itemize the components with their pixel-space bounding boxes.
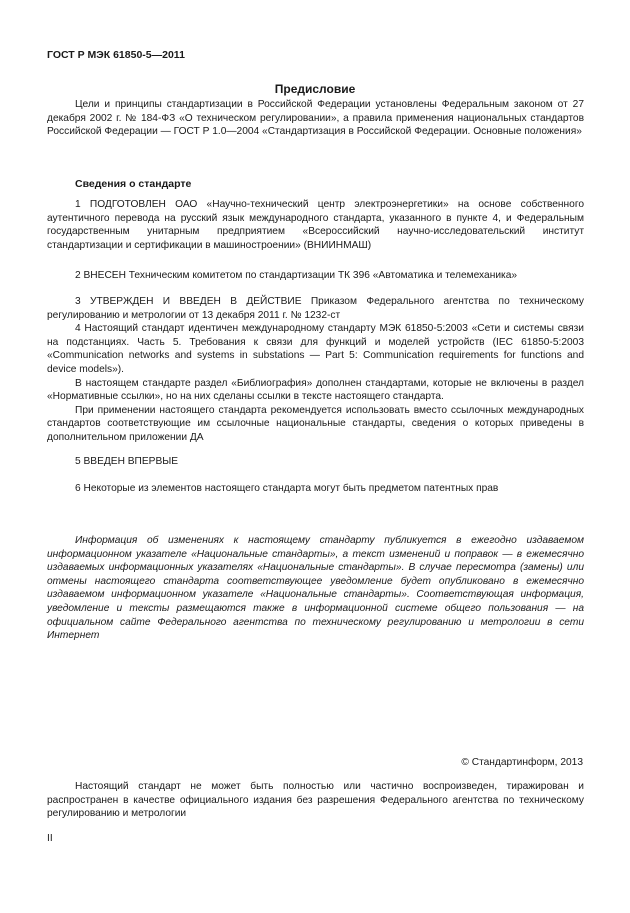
intro-text: Цели и принципы стандартизации в Российской Федерации установлены Федеральным законом от 27 декабря 2002 г. № 184-ФЗ «О техническом регулировании», а правила применения национальных стандартов Российской Федерации — ГОСТ Р 1.0—2004 «Стандартизация в Российской Федерации. Основные положения»	[47, 99, 584, 138]
item-5	[47, 455, 584, 469]
item-2	[47, 269, 584, 283]
reproduction-text: Настоящий стандарт не может быть полностью или частично воспроизведен, тиражирован и распространен в качестве официального издания без разрешения Федерального агентства по техническому регулированию и метрологии	[47, 781, 584, 820]
notice-block	[47, 534, 584, 643]
notice-text: Информация об изменениях к настоящему стандарту публикуется в ежегодно издаваемом информационном указателе «Национальные стандарты», а текст изменений и поправок — в ежемесячно издаваемых информационных указателях «Национальные стандарты». В случае пересмотра (замены) или отмены настоящего стандарта соответствующее уведомление будет опубликовано в ежемесячно издаваемом информационном указателе «Национальные стандарты». Соответствующая информация, уведомление и тексты размещаются также в информационной системе общего пользования — на официальном сайте Федерального агентства по техническому регулированию и метрологии в сети Интернет	[47, 535, 584, 642]
reproduction-notice	[47, 780, 584, 821]
item-2-text: 2 ВНЕСЕН Техническим комитетом по стандартизации ТК 396 «Автоматика и телемеханика»	[75, 270, 518, 281]
copyright: © Стандартинформ, 2013	[461, 757, 583, 768]
item-6	[47, 482, 584, 496]
item-4b-text: В настоящем стандарте раздел «Библиография» дополнен стандартами, которые не включены в раздел «Нормативные ссылки», но на них сделаны ссылки в тексте настоящего стандарта.	[47, 377, 584, 403]
page-number: II	[47, 833, 53, 844]
item-3-text: 3 УТВЕРЖДЕН И ВВЕДЕН В ДЕЙСТВИЕ Приказом Федерального агентства по техническому регулированию и метрологии от 13 декабря 2011 г. № 1232-ст	[47, 296, 584, 321]
item-3-4	[47, 295, 584, 445]
page-title: Предисловие	[274, 82, 356, 96]
section-subheading: Сведения о стандарте	[75, 178, 192, 190]
item-1	[47, 198, 584, 252]
document-header: ГОСТ Р МЭК 61850-5—2011	[47, 49, 185, 61]
item-1-text: 1 ПОДГОТОВЛЕН ОАО «Научно-технический центр электроэнергетики» на основе собственного аутентичного перевода на русский язык международного стандарта, указанного в пункте 4, и Федеральным государственным унитарным предприятием «Всероссийский научно-исследовательский институт стандартизации и сертификации в машиностроении» (ВНИИНМАШ)	[47, 199, 584, 251]
item-6-text: 6 Некоторые из элементов настоящего стандарта могут быть предметом патентных прав	[75, 483, 499, 494]
item-4c-text: При применении настоящего стандарта рекомендуется использовать вместо ссылочных международных стандартов соответствующие им ссылочные национальные стандарты, сведения о которых приведены в дополнительном приложении ДА	[47, 404, 584, 443]
item-4-text: 4 Настоящий стандарт идентичен международному стандарту МЭК 61850-5:2003 «Сети и системы связи на подстанциях. Часть 5. Требования к связи для функций и моделей устройств (IEC 61850-5:2003 «Communication networks and systems in substations — Part 5: Communication requirements for functions and device models»).	[47, 323, 584, 375]
item-5-text: 5 ВВЕДЕН ВПЕРВЫЕ	[75, 456, 179, 467]
intro-paragraph	[47, 98, 584, 139]
